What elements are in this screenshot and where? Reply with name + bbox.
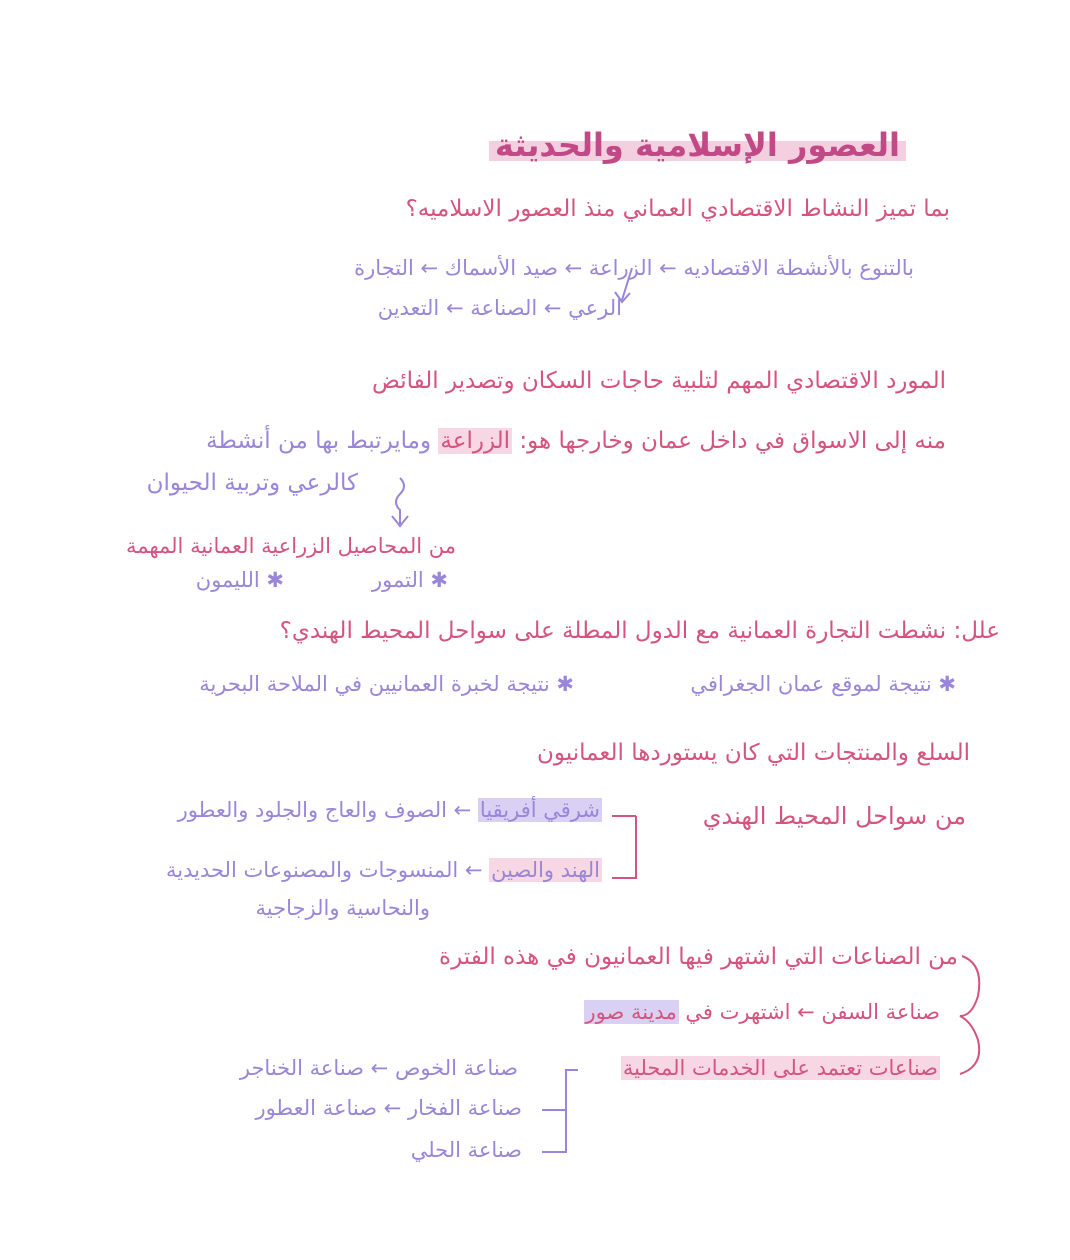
industry-local: صناعات تعتمد على الخدمات المحلية: [622, 1056, 938, 1080]
highlight-sur-city: مدينة صور: [585, 1000, 677, 1024]
answer-1-row2: الرعي ← الصناعة ← التعدين: [377, 296, 622, 320]
question-3: علل: نشطت التجارة العمانية مع الدول المطلة على سواحل المحيط الهندي؟: [279, 618, 1000, 644]
page-title: العصور الإسلامية والحديثة: [489, 126, 906, 164]
imports-row-africa: شرقي أفريقيا ← الصوف والعاج والجلود والعطور: [177, 798, 600, 822]
question-1: بما تميز النشاط الاقتصادي العماني منذ العصور الاسلاميه؟: [405, 196, 950, 222]
reason-geography: ✱ نتيجة لموقع عمان الجغرافي: [690, 672, 956, 696]
crop-item-dates: ✱ التمور: [372, 568, 448, 592]
local-item-palm: صناعة الخوص ← صناعة الخناجر: [239, 1056, 518, 1080]
imports-row-india-china: الهند والصين ← المنسوجات والمصنوعات الحديدية: [166, 858, 600, 882]
star-icon: ✱: [430, 568, 448, 592]
imports-title: السلع والمنتجات التي كان يستوردها العمانيون: [536, 740, 970, 766]
economic-resource-line3: كالرعي وتربية الحيوان: [146, 470, 358, 496]
star-icon: ✱: [266, 568, 284, 592]
highlight-agriculture: الزراعة: [440, 428, 511, 454]
answer-1-row1: بالتنوع بالأنشطة الاقتصاديه ← الزراعة ← صيد الأسماك ← التجارة: [354, 256, 914, 280]
economic-resource-line2: منه إلى الاسواق في داخل عمان وخارجها هو: الزراعة ومايرتبط بها من أنشطة: [206, 428, 946, 454]
highlight-india-china: الهند والصين: [491, 858, 600, 882]
squiggle-arrow: [396, 478, 404, 524]
industry-ships: صناعة السفن ← اشتهرت في مدينة صور: [585, 1000, 940, 1024]
industries-bracket: [960, 956, 979, 1074]
imports-goods2-line2: والنحاسية والزجاجية: [255, 896, 430, 920]
crop-item-lemon: ✱ الليمون: [195, 568, 284, 592]
industries-title: من الصناعات التي اشتهر فيها العمانيون في هذه الفترة: [439, 944, 958, 970]
star-icon: ✱: [556, 672, 574, 696]
highlight-east-africa: شرقي أفريقيا: [479, 798, 600, 822]
economic-resource-line1: المورد الاقتصادي المهم لتلبية حاجات السكان وتصدير الفائض: [372, 368, 946, 394]
local-item-jewelry: صناعة الحلي: [410, 1138, 522, 1162]
local-item-pottery: صناعة الفخار ← صناعة العطور: [255, 1096, 522, 1120]
star-icon: ✱: [938, 672, 956, 696]
imports-source: من سواحل المحيط الهندي: [702, 802, 966, 830]
crops-label: من المحاصيل الزراعية العمانية المهمة: [125, 534, 456, 558]
imports-bracket: [612, 816, 636, 878]
reason-navigation: ✱ نتيجة لخبرة العمانيين في الملاحة البحرية: [199, 672, 574, 696]
